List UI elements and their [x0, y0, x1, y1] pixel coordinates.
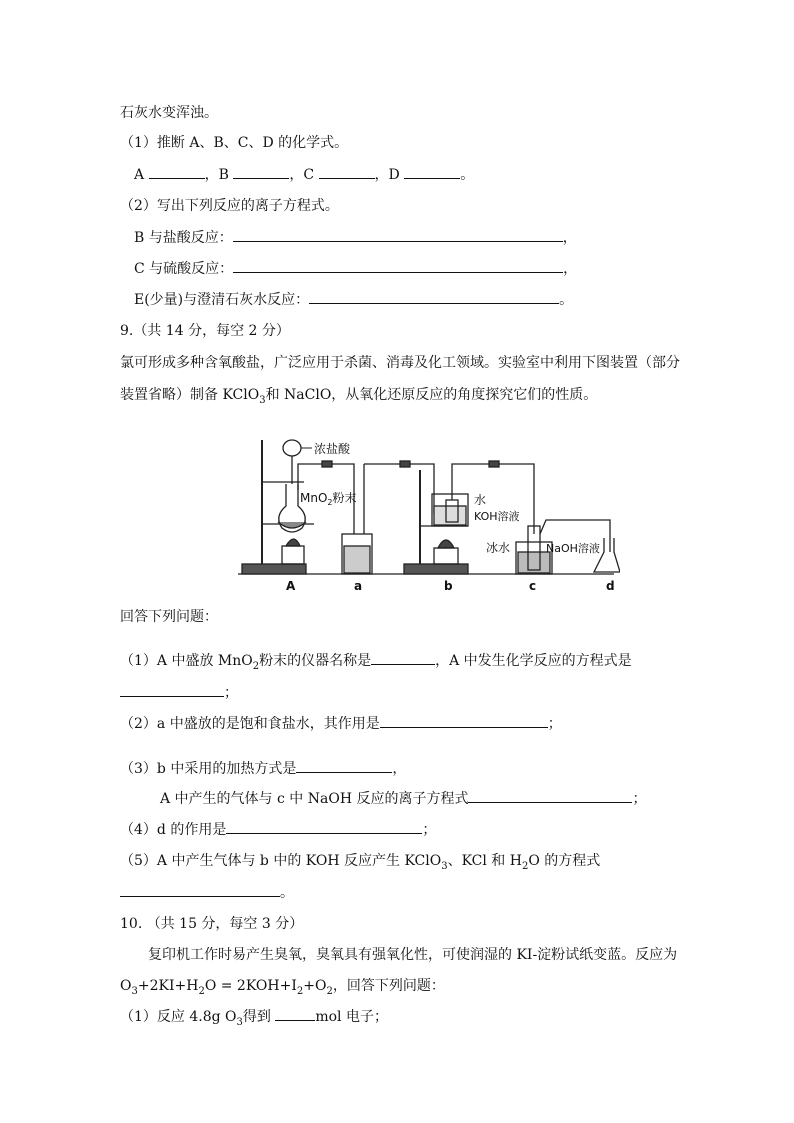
subscript: 2: [252, 660, 260, 672]
label-water: 水: [474, 493, 487, 507]
flame-a: [286, 539, 300, 546]
e-reaction-label: E(少量)与澄清石灰水反应：: [134, 292, 310, 308]
period: 。: [460, 167, 475, 183]
q9-header: 9.（共 14 分，每空 2 分）: [120, 323, 290, 339]
q9-sub1: [120, 652, 632, 670]
q9-sub3-cont: [160, 790, 646, 808]
sub3-cont-text: A 中产生的气体与 c 中 NaOH 反应的离子方程式: [160, 791, 469, 807]
subscript: 3: [131, 985, 138, 997]
period: 。: [559, 292, 574, 308]
q8-e-reaction: [134, 291, 573, 309]
flame-b: [438, 540, 454, 548]
semicolon: ；: [632, 791, 647, 807]
eq-part: O = 2KOH+I: [204, 978, 297, 994]
b-reaction-label: B 与盐酸反应：: [134, 230, 233, 246]
tube-joint-2: [400, 461, 410, 467]
sub3-text: （3）b 中采用的加热方式是: [120, 761, 297, 777]
stand-base-a: [242, 564, 306, 574]
label-conc-hcl: 浓盐酸: [314, 442, 351, 456]
sub5-text: （5）A 中产生气体与 b 中的 KOH 反应产生 KClO: [120, 853, 442, 869]
sub4-text: （4）d 的作用是: [120, 822, 227, 838]
blank-a[interactable]: [149, 166, 205, 179]
brine-a: [344, 546, 370, 573]
q9-sub4: [120, 821, 436, 839]
q10-sub1-text-b: 得到: [242, 1009, 276, 1025]
tube-joint-1: [322, 461, 332, 467]
comma: ，: [204, 167, 219, 183]
comma: ，: [392, 761, 407, 777]
q9-sub1-cont: [120, 684, 238, 702]
q9-sub5: [120, 852, 600, 870]
q8-formula-row: [134, 166, 474, 184]
subscript: 2: [521, 860, 529, 872]
q10-equation: [120, 977, 445, 995]
q8-part1: （1）推断 A、B、C、D 的化学式。: [120, 135, 349, 151]
sub1-blank1[interactable]: [371, 652, 435, 665]
sub1-text: （1）A 中盛放 MnO: [120, 653, 253, 669]
station-label-a: a: [354, 579, 363, 593]
q8-part2: （2）写出下列反应的离子方程式。: [120, 198, 339, 214]
q9-sub2: [120, 715, 562, 733]
q8-intro-end: 石灰水变浑浊。: [120, 105, 218, 121]
eq-part: ，回答下列问题：: [332, 978, 445, 994]
q10-sub1-text-c: mol 电子；: [315, 1009, 388, 1025]
period: 。: [280, 885, 294, 901]
e-reaction-blank[interactable]: [309, 291, 559, 304]
blank-d[interactable]: [404, 166, 460, 179]
sub5-text-b: 、KCl 和 H: [447, 853, 522, 869]
sub1-text-b: 粉末的仪器名称是: [259, 653, 372, 669]
label-c: C: [303, 167, 315, 183]
tube-a-to-b: [364, 464, 434, 514]
subscript: 2: [326, 985, 333, 997]
subscript: 3: [259, 394, 266, 406]
sub5-text-c: O 的方程式: [528, 853, 601, 869]
label-mno2: MnO$_2$粉末: [300, 491, 357, 507]
q9-answer-prompt: 回答下列问题：: [120, 609, 218, 625]
sub2-blank[interactable]: [380, 715, 548, 728]
mno2-powder: [278, 522, 306, 528]
burner-b: [434, 548, 458, 564]
q8-c-reaction: [134, 260, 577, 278]
q9-intro-line1: 氯可形成多种含氧酸盐，广泛应用于杀菌、消毒及化工领域。实验室中利用下图装置（部分: [120, 355, 680, 371]
label-d: D: [388, 167, 400, 183]
label-b: B: [218, 167, 229, 183]
intro2-text: 装置省略）制备 KClO: [120, 387, 260, 403]
q10-intro-line1: 复印机工作时易产生臭氧，臭氧具有强氧化性，可使润湿的 KI-淀粉试纸变蓝。反应为: [148, 947, 678, 963]
eq-part: +2KI+H: [137, 978, 199, 994]
intro2-text-cont: 和 NaClO，从氧化还原反应的角度探究它们的性质。: [265, 387, 598, 403]
q9-intro-line2: [120, 386, 597, 404]
semicolon: ；: [224, 685, 238, 701]
sub3-blank2[interactable]: [468, 790, 632, 803]
burner-a: [282, 546, 304, 564]
q9-sub5-cont: [120, 884, 294, 902]
sub1-blank2[interactable]: [120, 684, 224, 697]
comma: ，: [562, 230, 577, 246]
subscript: 2: [198, 985, 205, 997]
sub2-text: （2）a 中盛放的是饱和食盐水，其作用是: [120, 716, 380, 732]
sub4-blank[interactable]: [226, 821, 422, 834]
station-label-d: d: [606, 579, 615, 593]
label-koh: KOH溶液: [474, 510, 520, 523]
eq-part: O: [120, 978, 132, 994]
q8-b-reaction: [134, 229, 577, 247]
b-reaction-blank[interactable]: [233, 229, 563, 242]
q9-sub3: [120, 760, 406, 778]
eq-part: +O: [303, 978, 327, 994]
c-reaction-blank[interactable]: [233, 260, 563, 273]
blank-b[interactable]: [233, 166, 289, 179]
station-label-b: b: [444, 579, 453, 593]
q10-header: 10. （共 15 分，每空 3 分）: [120, 916, 304, 932]
apparatus-figure: [234, 434, 620, 598]
comma: ，: [563, 261, 578, 277]
subscript: 3: [236, 1016, 243, 1028]
stand-base-b: [404, 564, 468, 574]
q10-sub1-text: （1）反应 4.8g O: [120, 1009, 237, 1025]
station-label-c: c: [529, 579, 537, 593]
c-reaction-label: C 与硫酸反应：: [134, 261, 234, 277]
label-ice-water: 冰水: [486, 541, 511, 555]
comma: ，: [289, 167, 304, 183]
funnel-bulb: [283, 440, 301, 456]
semicolon: ；: [422, 822, 437, 838]
semicolon: ；: [547, 716, 562, 732]
label-a: A: [134, 167, 145, 183]
comma: ，: [374, 167, 389, 183]
station-label-A: A: [286, 579, 296, 593]
sub3-blank1[interactable]: [296, 760, 392, 773]
sub1-text-c: ，A 中发生化学反应的方程式是: [435, 653, 632, 669]
subscript: 3: [441, 860, 448, 872]
label-naoh: NaOH溶液: [546, 542, 600, 555]
sub5-blank[interactable]: [120, 884, 280, 897]
q10-sub1: [120, 1008, 388, 1026]
subscript: 2: [296, 985, 304, 997]
blank-c[interactable]: [319, 166, 375, 179]
tube-joint-3: [489, 461, 499, 467]
q10-sub1-blank[interactable]: [275, 1008, 315, 1021]
